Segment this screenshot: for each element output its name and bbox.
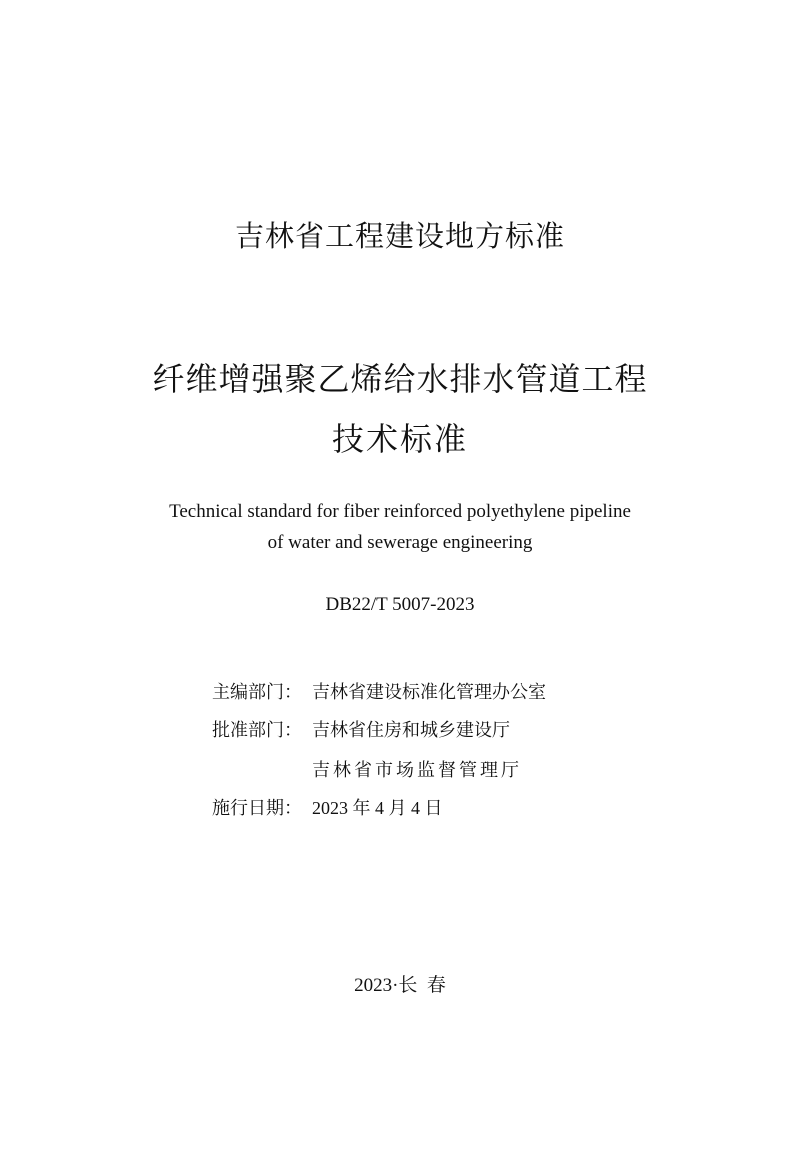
approver-value-2: 吉林省市场监督管理厅 [312,760,522,781]
place-and-year: 2023·长 春 [354,975,446,996]
series-title: 吉林省工程建设地方标准 [234,219,565,253]
effective-date-label: 施行日期： [212,798,302,819]
main-title-line-1: 纤维增强聚乙烯给水排水管道工程 [152,360,648,398]
editor-value: 吉林省建设标准化管理办公室 [312,682,546,703]
standard-code: DB22/T 5007-2023 [325,594,475,615]
english-title-line-1: Technical standard for fiber reinforced polyethylene pipeline [169,501,631,522]
editor-row [212,678,546,704]
english-title-line-2: of water and sewerage engineering [267,532,533,553]
main-title-line-2: 技术标准 [331,420,468,458]
effective-date-row [212,794,443,820]
approver-row-2 [312,756,522,782]
approver-value-1: 吉林省住房和城乡建设厅 [312,720,510,741]
approver-label: 批准部门： [212,720,302,741]
editor-label: 主编部门： [212,682,302,703]
effective-date-value: 2023 年 4 月 4 日 [312,798,443,818]
approver-row [212,716,510,742]
